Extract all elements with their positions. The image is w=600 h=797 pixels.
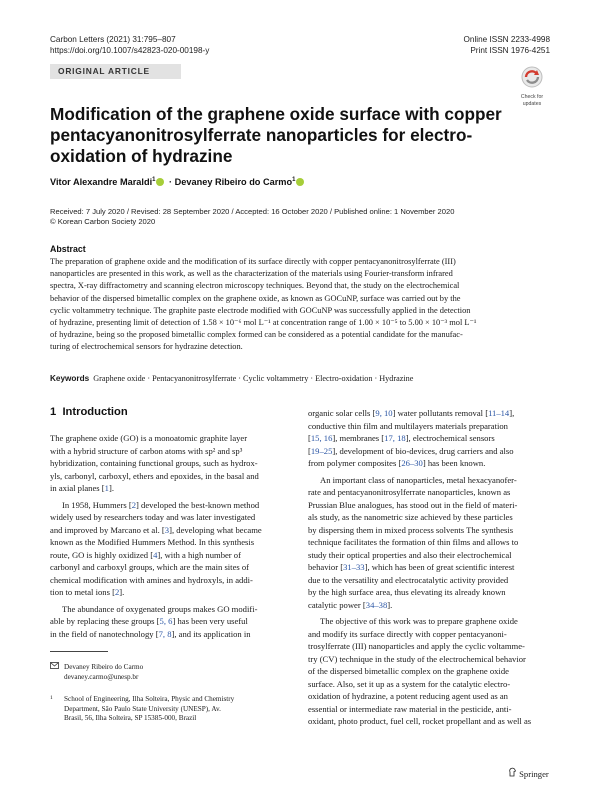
publisher-name: Springer <box>519 769 549 779</box>
body-line: hybridization, containing functional groups, such as hydrox- <box>50 458 258 468</box>
body-line: due to the versatility and electrocatalytic activity provided <box>308 574 509 585</box>
body-line: essential or intermediate raw material in the pesticide, anti- <box>308 703 512 714</box>
copyright: © Korean Carbon Society 2020 <box>50 217 156 226</box>
keywords-label: Keywords <box>50 374 90 383</box>
journal-citation: Carbon Letters (2021) 31:795–807 <box>50 35 176 44</box>
right-column <box>308 407 553 728</box>
body-line: rate and pentacyanonitrosylferrate nanoparticles, known as <box>308 487 511 497</box>
body-line: The graphene oxide (GO) is a monoatomic graphite layer <box>50 433 248 443</box>
keywords <box>50 374 413 383</box>
body-line: in axial planes [1]. <box>50 483 114 493</box>
abstract-line: nanoparticles are presented in this work, as well as the characterization of the materials using Fourier-transform infrared <box>50 269 453 279</box>
check-label-line1: Check for <box>520 94 544 100</box>
body-line: oxidant, photo product, fuel cell, rocket propellant and as well as <box>308 716 532 726</box>
body-line: technique facilitates the formation of thin films and allows to <box>308 537 519 547</box>
body-line: [19–25], development of bio-devices, drug carriers and also <box>308 445 514 456</box>
affiliation-number: 1 <box>50 695 53 701</box>
footnote-rule <box>50 651 108 652</box>
citation-link[interactable]: 15, 16 <box>310 433 333 443</box>
abstract-line: The preparation of graphene oxide and the modification of its surface directly with copper pentacyanonitrosylferrate (III) <box>50 257 456 266</box>
body-line: study their optical properties and also their electrochemical <box>308 549 512 560</box>
citation-link[interactable]: 9, 10 <box>375 408 393 418</box>
section-heading <box>50 406 128 418</box>
body-line: conductive thin film and multilayers materials preparation <box>308 420 508 431</box>
body-line: An important class of nanoparticles, metal hexacyanofer- <box>320 474 517 485</box>
body-line: In 1958, Hummers [2] developed the best-known method <box>62 499 260 510</box>
body-line: Prussian Blue analogues, has stood out in the field of materi- <box>308 499 518 510</box>
body-line: route, GO is highly oxidized [4], with a high number of <box>50 549 241 560</box>
citation-link[interactable]: 7, 8 <box>158 628 172 639</box>
body-line: surface. Also, set it up as a system for the catalytic electro- <box>308 678 511 689</box>
section-number: 1 <box>50 406 57 418</box>
body-line: carbonyl and carboxyl groups, which are the main sites of <box>50 562 250 572</box>
citation-link[interactable]: 5, 6 <box>159 616 173 626</box>
left-column <box>50 432 295 640</box>
citation-link[interactable]: 17, 18 <box>384 433 406 443</box>
body-line: try (CV) technique in the study of the electrochemical behavior <box>308 653 526 664</box>
body-line: oxidation of hydrazine, a potent reducing agent used as an <box>308 691 508 701</box>
contact-name: Devaney Ribeiro do Carmo <box>64 663 144 671</box>
article-title: Modification of the graphene oxide surface with copper pentacyanonitrosylferrate nanoparticles for electro-oxidation of hydrazine <box>50 104 502 166</box>
body-line: widely used by researchers today and was later investigated <box>50 512 256 522</box>
affiliation-line: School of Engineering, Ilha Solteira, Physic and Chemistry <box>64 695 235 703</box>
check-for-updates-icon <box>521 75 543 92</box>
springer-horse-icon <box>508 769 519 779</box>
body-line: of the dispersed bimetallic complex on the graphene oxide <box>308 666 509 676</box>
article-history <box>50 207 454 227</box>
citation-link[interactable]: 26–30 <box>401 458 423 468</box>
citation-link[interactable]: 2 <box>114 587 120 597</box>
citation-link[interactable]: 31–33 <box>343 562 365 572</box>
author-affiliation-marker: 1 <box>152 177 156 183</box>
body-line: chemical modification with amines and hydroxyls, in addi- <box>50 574 253 585</box>
body-line: and modify its surface directly with copper pentacyanoni- <box>308 628 507 639</box>
body-line: als study, as the nanometric size achieved by these particles <box>308 512 513 522</box>
body-line: by dispersing them in mixed process solvents The synthesis <box>308 524 514 535</box>
author-list <box>50 177 306 187</box>
body-line: with a hybrid structure of carbon atoms with sp² and sp³ <box>50 445 243 456</box>
abstract-heading: Abstract <box>50 244 86 254</box>
author-separator: · <box>166 177 175 188</box>
body-line: trosylferrate (III) nanoparticles and apply the cyclic voltamme- <box>308 641 525 651</box>
author-affiliation-marker: 1 <box>292 177 296 183</box>
body-line: catalytic power [34–38]. <box>308 599 393 610</box>
check-label-line2: updates <box>522 101 542 107</box>
abstract-body <box>50 256 550 354</box>
abstract-line: of hydrazine, being so the proposed bimetallic complex formed can be considered as a potential candidate for the manufac- <box>50 330 463 340</box>
abstract-line: cyclic voltammetry technique. The graphite paste electrode modified with GOCuNP was successfully applied in the detection <box>50 305 471 315</box>
body-line: able by replacing these groups [5, 6] has been very useful <box>50 616 248 626</box>
body-line: in the field of nanotechnology [7, 8], and its application in <box>50 628 251 639</box>
keywords-list: Graphene oxide · Pentacyanonitrosylferrate · Cyclic voltammetry · Electro-oxidation · Hydrazine <box>93 374 414 383</box>
section-title: Introduction <box>62 406 128 418</box>
online-issn: Online ISSN 2233-4998 <box>463 35 550 44</box>
body-line: known as the Modified Hummers Method. In this synthesis <box>50 537 255 547</box>
citation-link[interactable]: 4 <box>153 549 158 560</box>
publication-dates: Received: 7 July 2020 / Revised: 28 September 2020 / Accepted: 16 October 2020 / Published online: 1 November 2020 <box>50 207 455 216</box>
abstract-line: behavior of the dispersed bimetallic complex on the graphene oxide, as known as GOCuNP, surface was carried out by the <box>50 293 461 303</box>
citation-link[interactable]: 1 <box>104 483 109 493</box>
abstract-line: of hydrazine, presenting limit of detection of 1.58 × 10⁻⁶ mol L⁻¹ at concentration range of 1.00 × 10⁻⁵ to 5.00 × 10⁻³ mol L⁻¹ <box>50 318 477 328</box>
orcid-icon[interactable] <box>156 178 164 186</box>
publisher-logo <box>508 767 549 779</box>
affiliation-line: Department, São Paulo State University (UNESP), Av. <box>64 704 221 713</box>
affiliation-line: Brasil, 56, Ilha Solteira, SP 15385-000, Brazil <box>64 714 197 723</box>
affiliation <box>50 695 234 724</box>
abstract-line: turing of electrochemical sensors for hydrazine detection. <box>50 342 243 352</box>
citation-link[interactable]: 2 <box>131 499 137 510</box>
citation-link[interactable]: 3 <box>164 524 170 535</box>
body-line: and improved by Marcano et al. [3], developing what became <box>50 524 262 535</box>
body-line: by the high surface area, thus elevating its already known <box>308 587 506 597</box>
envelope-icon <box>50 662 64 673</box>
body-line: yls, carbonyl, carboxyl, ethers and epoxides, in the basal and <box>50 470 259 481</box>
corresponding-author <box>50 662 143 682</box>
body-line: [15, 16], membranes [17, 18], electrochemical sensors <box>308 433 495 443</box>
body-line: The objective of this work was to prepare graphene oxide <box>320 616 518 626</box>
citation-link[interactable]: 11–14 <box>488 408 510 418</box>
citation-link[interactable]: 34–38 <box>365 599 388 610</box>
author-name[interactable]: Devaney Ribeiro do Carmo <box>174 177 293 188</box>
body-line: behavior [31–33], which has been of great scientific interest <box>308 562 515 572</box>
citation-link[interactable]: 19–25 <box>310 445 333 456</box>
doi-link[interactable]: https://doi.org/10.1007/s42823-020-00198-y <box>50 46 210 55</box>
print-issn: Print ISSN 1976-4251 <box>470 46 550 55</box>
abstract-line: spectra, X-ray diffractometry and scanning electron microscopy techniques. Beyond that, the study on the electrochemical <box>50 281 460 291</box>
body-line: tion to metal ions [2]. <box>50 587 125 597</box>
contact-email[interactable]: devaney.carmo@unesp.br <box>64 672 139 681</box>
body-line: from polymer composites [26–30] has been known. <box>308 458 486 468</box>
orcid-icon[interactable] <box>296 178 304 186</box>
article-type-badge: ORIGINAL ARTICLE <box>50 64 181 79</box>
body-line: The abundance of oxygenated groups makes GO modifi- <box>62 603 258 614</box>
author-name[interactable]: Vitor Alexandre Maraldi <box>50 177 153 188</box>
body-line: organic solar cells [9, 10] water pollutants removal [11–14], <box>308 408 515 418</box>
check-for-updates-button[interactable] <box>516 66 548 107</box>
